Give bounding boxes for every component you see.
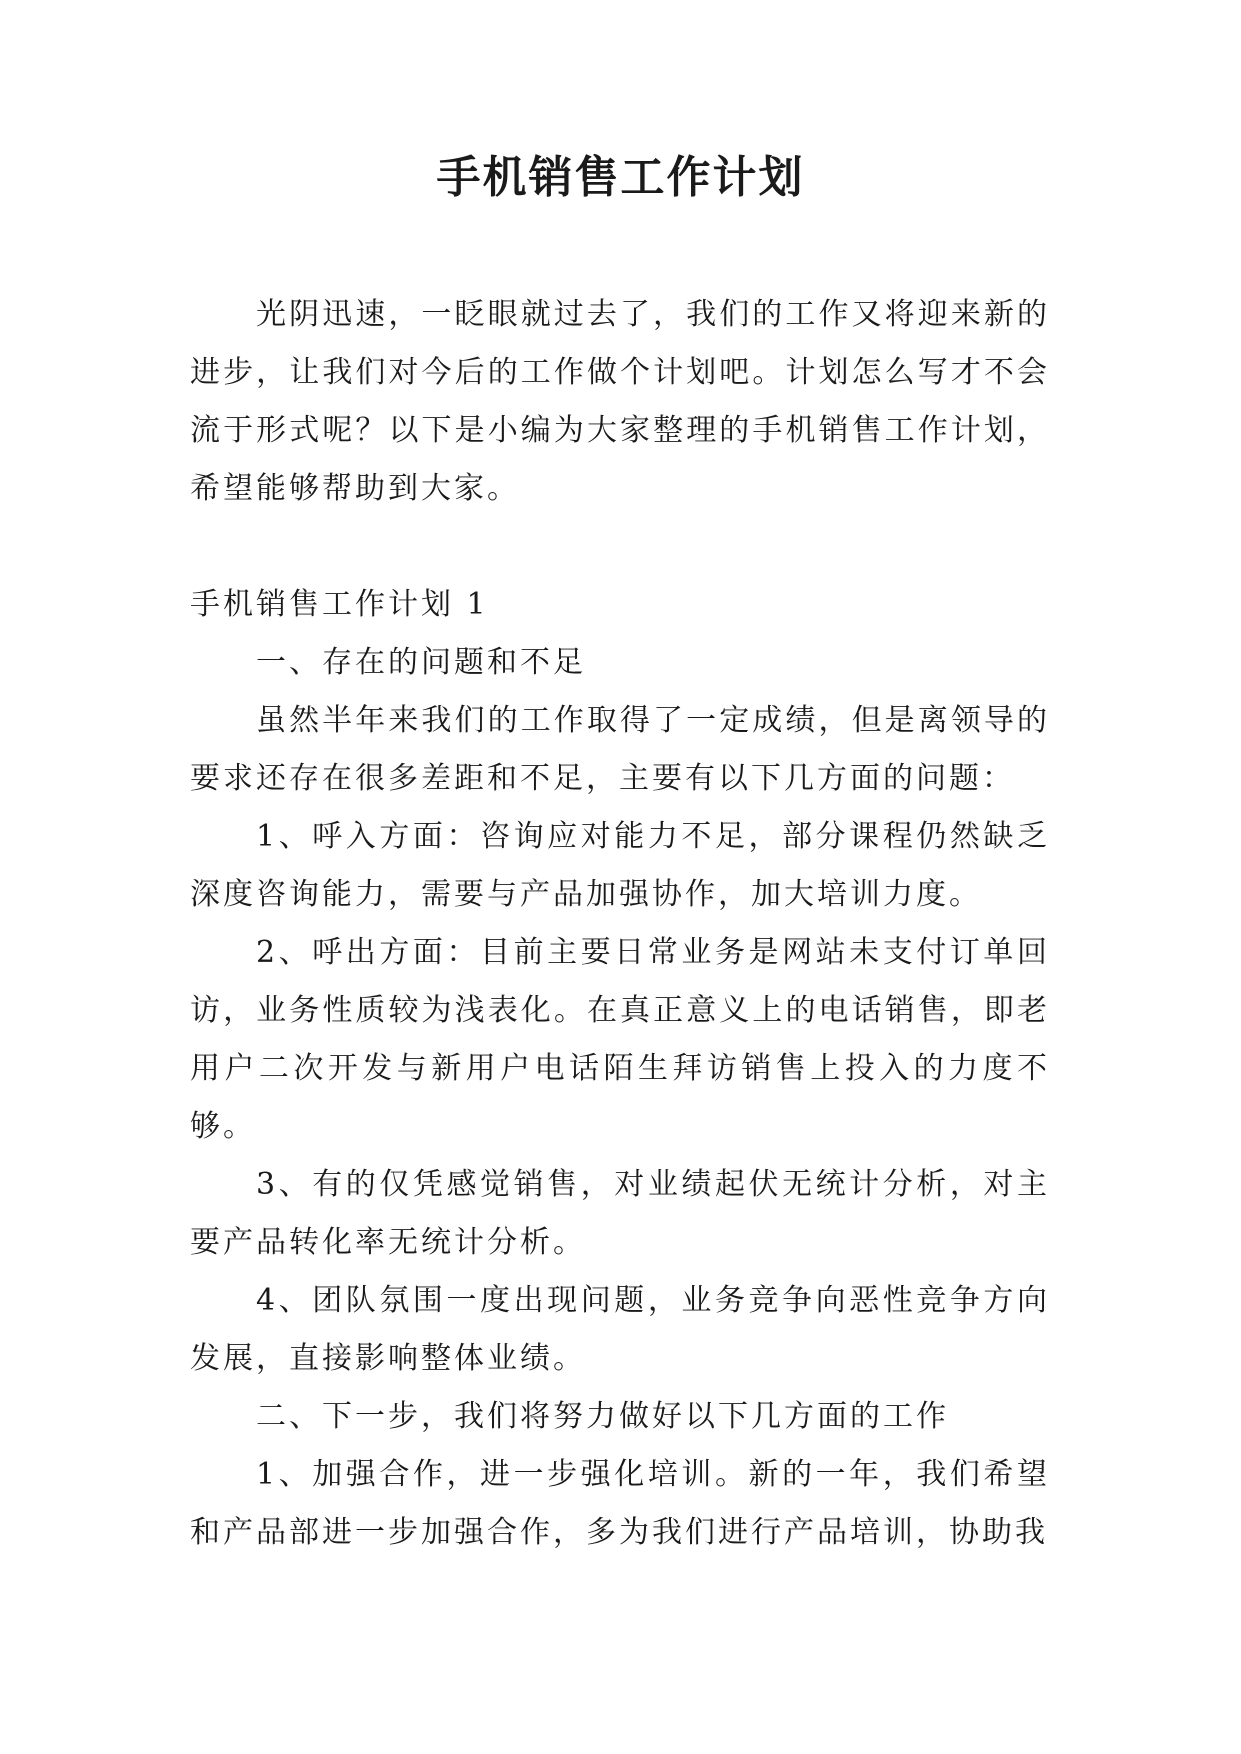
- intro-paragraph: 光阴迅速，一眨眼就过去了，我们的工作又将迎来新的进步，让我们对今后的工作做个计划吧。计划怎么写才不会流于形式呢？以下是小编为大家整理的手机销售工作计划，希望能够帮助到大家。: [190, 297, 1050, 506]
- paragraph-outbound: 2、呼出方面：目前主要日常业务是网站未支付订单回访，业务性质较为浅表化。在真正意义上的电话销售，即老用户二次开发与新用户电话陌生拜访销售上投入的力度不够。: [190, 935, 1050, 1144]
- paragraph-inbound: 1、呼入方面：咨询应对能力不足，部分课程仍然缺乏深度咨询能力，需要与产品加强协作，加大培训力度。: [190, 819, 1050, 912]
- subheading-next-steps: 二、下一步，我们将努力做好以下几方面的工作: [256, 1399, 949, 1434]
- section-heading: 手机销售工作计划 1: [190, 587, 489, 622]
- document-body: [190, 286, 1050, 1562]
- subheading-problems: 一、存在的问题和不足: [256, 645, 586, 680]
- paragraph-intuition-sales: 3、有的仅凭感觉销售，对业绩起伏无统计分析，对主要产品转化率无统计分析。: [190, 1167, 1050, 1260]
- paragraph-problems-intro: 虽然半年来我们的工作取得了一定成绩，但是离领导的要求还存在很多差距和不足，主要有以下几方面的问题：: [190, 703, 1050, 796]
- document-title: 手机销售工作计划: [436, 152, 805, 203]
- paragraph-cooperation: 1、加强合作，进一步强化培训。新的一年，我们希望和产品部进一步加强合作，多为我们进行产品培训，协助我: [190, 1457, 1050, 1550]
- paragraph-team-atmosphere: 4、团队氛围一度出现问题，业务竞争向恶性竞争方向发展，直接影响整体业绩。: [190, 1283, 1050, 1376]
